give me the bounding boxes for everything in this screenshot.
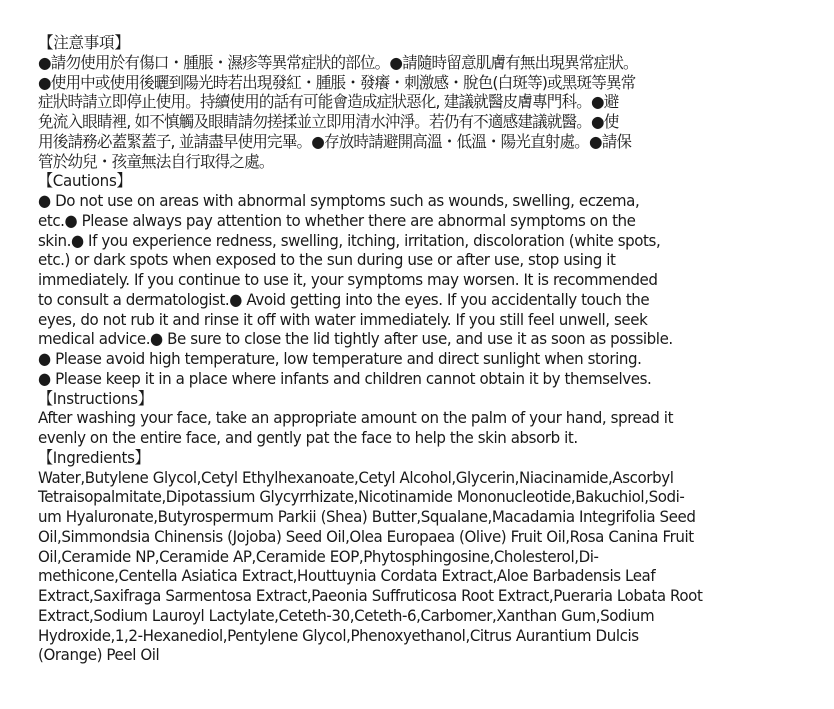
cautions-line: medical advice.● Be sure to close the lid tightly after use, and use it as soon as possible. <box>38 329 673 349</box>
ingredients-line: methicone,Centella Asiatica Extract,Houttuynia Cordata Extract,Aloe Barbadensis Leaf <box>38 566 656 586</box>
instructions-section <box>38 389 808 448</box>
notes-zh-line: 症狀時請立即停止使用。持續使用的話有可能會造成症狀惡化, 建議就醫皮膚專門科。●避 <box>38 92 619 112</box>
ingredients-line: Oil,Ceramide NP,Ceramide AP,Ceramide EOP,Phytosphingosine,Cholesterol,Di- <box>38 546 599 566</box>
notes-zh-heading: 【注意事項】 <box>38 33 130 52</box>
instructions-heading: 【Instructions】 <box>38 388 153 408</box>
ingredients-line: Water,Butylene Glycol,Cetyl Ethylhexanoate,Cetyl Alcohol,Glycerin,Niacinamide,Ascorbyl <box>38 467 674 487</box>
notes-zh-line: 用後請務必蓋緊蓋子, 並請盡早使用完畢。●存放時請避開高溫・低溫・陽光直射處。●請保 <box>38 131 632 151</box>
ingredients-line: Extract,Saxifraga Sarmentosa Extract,Paeonia Suffruticosa Root Extract,Pueraria Lobata Root <box>38 586 703 605</box>
cautions-section <box>38 171 808 388</box>
notes-zh-line: ●請勿使用於有傷口・腫脹・濕疹等異常症狀的部位。●請隨時留意肌膚有無出現異常症狀。 <box>38 52 638 72</box>
ingredients-section <box>38 448 808 665</box>
cautions-line: ● Please avoid high temperature, low temperature and direct sunlight when storing. <box>38 349 642 368</box>
cautions-line: ● Please keep it in a place where infants and children cannot obtain it by themselves. <box>38 368 652 388</box>
product-label-document <box>38 33 808 665</box>
ingredients-line: Oil,Simmondsia Chinensis (Jojoba) Seed Oil,Olea Europaea (Olive) Fruit Oil,Rosa Canina Fruit <box>38 526 694 546</box>
ingredients-line: Tetraisopalmitate,Dipotassium Glycyrrhizate,Nicotinamide Mononucleotide,Bakuchiol,Sodi- <box>38 487 685 507</box>
instructions-line: After washing your face, take an appropriate amount on the palm of your hand, spread it <box>38 408 674 428</box>
notes-zh-line: 管於幼兒・孩童無法自行取得之處。 <box>38 151 274 171</box>
cautions-line: etc.● Please always pay attention to whether there are abnormal symptoms on the <box>38 210 636 230</box>
cautions-heading: 【Cautions】 <box>38 171 132 191</box>
cautions-line: immediately. If you continue to use it, your symptoms may worsen. It is recommended <box>38 270 658 289</box>
cautions-line: eyes, do not rub it and rinse it off with water immediately. If you still feel unwell, seek <box>38 309 648 329</box>
ingredients-line: Extract,Sodium Lauroyl Lactylate,Ceteth-30,Ceteth-6,Carbomer,Xanthan Gum,Sodium <box>38 605 655 625</box>
ingredients-line: Hydroxide,1,2-Hexanediol,Pentylene Glycol,Phenoxyethanol,Citrus Aurantium Dulcis <box>38 625 639 645</box>
cautions-line: to consult a dermatologist.● Avoid getting into the eyes. If you accidentally touch the <box>38 289 650 309</box>
cautions-line: ● Do not use on areas with abnormal symptoms such as wounds, swelling, eczema, <box>38 191 640 210</box>
cautions-line: skin.● If you experience redness, swelling, itching, irritation, discoloration (white spots, <box>38 230 661 250</box>
notes-zh-line: 免流入眼睛裡, 如不慎觸及眼睛請勿搓揉並立即用清水沖淨。若仍有不適感建議就醫。●使 <box>38 112 619 131</box>
ingredients-line: um Hyaluronate,Butyrospermum Parkii (Shea) Butter,Squalane,Macadamia Integrifolia Seed <box>38 507 696 526</box>
notes-zh-section <box>38 33 808 171</box>
instructions-line: evenly on the entire face, and gently pat the face to help the skin absorb it. <box>38 428 578 447</box>
notes-zh-line: ●使用中或使用後曬到陽光時若出現發紅・腫脹・發癢・刺激感・脫色(白斑等)或黑斑等異常 <box>38 72 636 92</box>
cautions-line: etc.) or dark spots when exposed to the sun during use or after use, stop using it <box>38 250 616 270</box>
ingredients-line: (Orange) Peel Oil <box>38 645 160 665</box>
ingredients-heading: 【Ingredients】 <box>38 447 150 467</box>
